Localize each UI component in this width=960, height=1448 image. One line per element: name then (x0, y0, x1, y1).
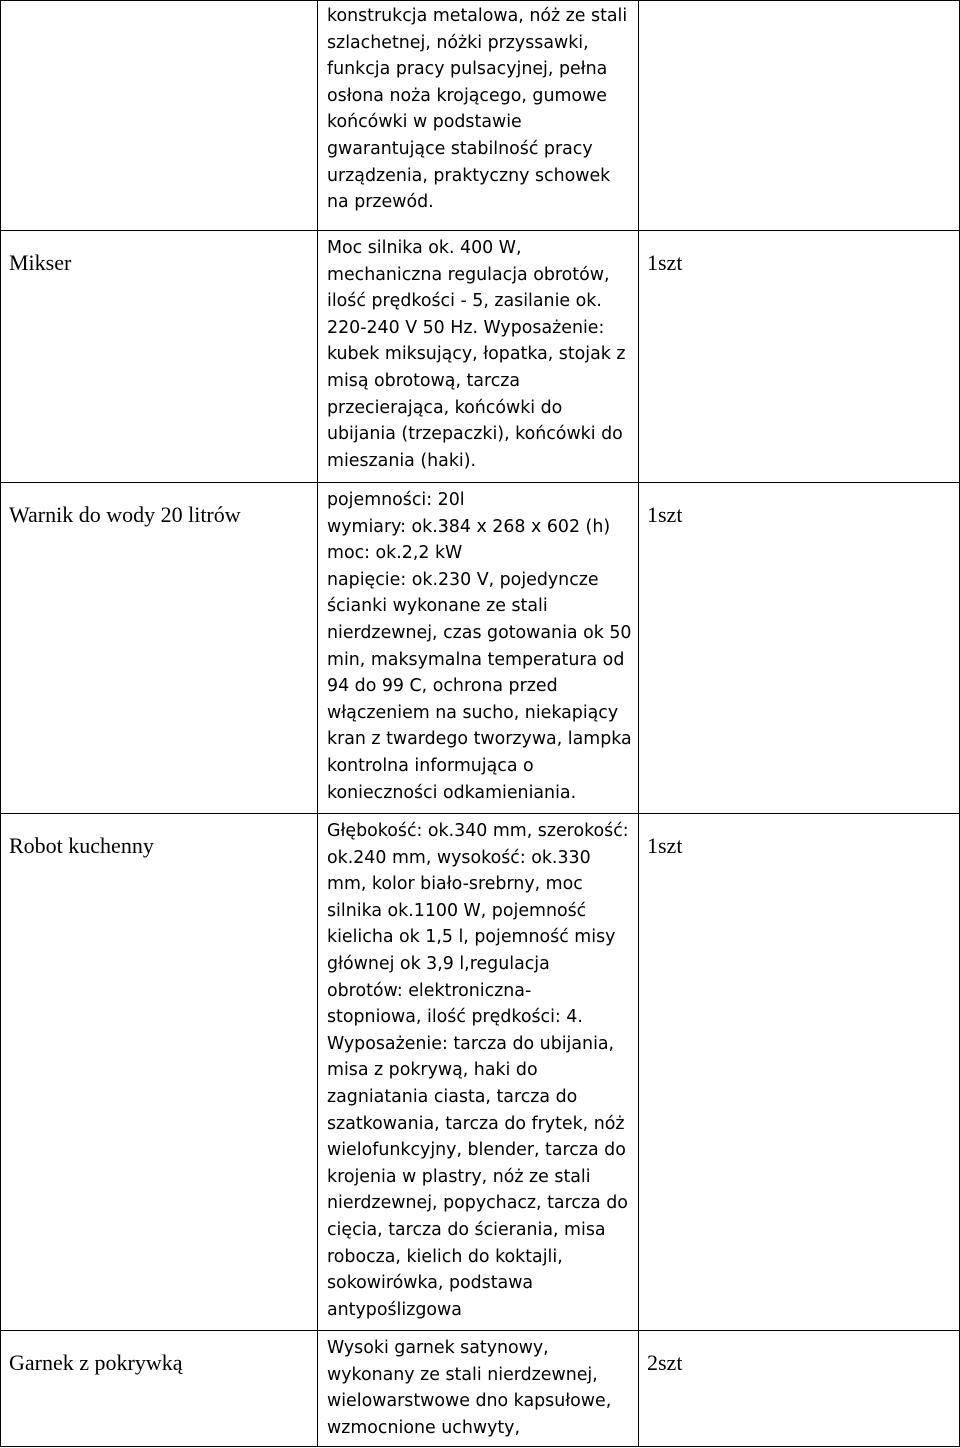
item-name: Garnek z pokrywką (9, 1350, 183, 1375)
item-quantity-cell (639, 814, 960, 1331)
description-line: urządzenia, praktyczny schowek (327, 165, 611, 186)
description-line: Wysoki garnek satynowy, (327, 1338, 549, 1358)
item-quantity-cell (639, 1, 960, 231)
table-row (1, 231, 960, 483)
description-line: głównej ok 3,9 l,regulacja (327, 953, 550, 974)
description-line: Głębokość: ok.340 mm, szerokość: (327, 821, 629, 841)
description-line: ubijania (trzepaczki), końcówki do (327, 424, 623, 445)
description-line: antypoślizgowa (327, 1299, 462, 1320)
description-line: mm, kolor biało-srebrny, moc (327, 874, 583, 895)
table-row (1, 483, 960, 814)
table-body (1, 1, 960, 1447)
description-line: gwarantujące stabilność pracy (327, 138, 593, 159)
item-quantity: 2szt (647, 1350, 683, 1375)
description-line: silnika ok.1100 W, pojemność (327, 900, 587, 921)
item-name-cell (1, 1, 318, 231)
description-line: ok.240 mm, wysokość: ok.330 (327, 847, 591, 868)
item-name: Mikser (9, 250, 72, 275)
table-row (1, 814, 960, 1331)
description-line: min, maksymalna temperatura od (327, 649, 625, 670)
description-line: mieszania (haki). (327, 450, 477, 471)
description-line: funkcja pracy pulsacyjnej, pełna (327, 59, 608, 80)
description-line: szlachetnej, nóżki przyssawki, (327, 32, 589, 53)
table-row (1, 1, 960, 231)
description-line: moc: ok.2,2 kW (327, 543, 463, 564)
description-line: robocza, kielich do koktajli, (327, 1246, 563, 1267)
description-line: kielicha ok 1,5 l, pojemność misy (327, 927, 616, 948)
item-quantity-cell (639, 231, 960, 483)
item-description-cell (318, 1, 639, 231)
description-line: pojemności: 20l (327, 490, 465, 510)
item-quantity: 1szt (647, 833, 683, 858)
description-line: sokowirówka, podstawa (327, 1273, 534, 1294)
description-line: końcówki w podstawie (327, 112, 522, 133)
description-line: osłona noża krojącego, gumowe (327, 85, 607, 106)
description-line: mechaniczna regulacja obrotów, (327, 264, 610, 285)
item-name-cell (1, 1331, 318, 1447)
description-line: konstrukcja metalowa, nóż ze stali (327, 6, 628, 26)
item-description-cell (318, 231, 639, 483)
item-description (318, 231, 638, 474)
description-line: wymiary: ok.384 x 268 x 602 (h) (327, 516, 611, 537)
item-quantity: 1szt (647, 502, 683, 527)
item-name: Warnik do wody 20 litrów (9, 502, 241, 527)
description-line: stopniowa, ilość prędkości: 4. (327, 1007, 583, 1028)
description-line: wielowarstwowe dno kapsułowe, (327, 1391, 612, 1412)
description-line: ścianki wykonane ze stali (327, 596, 548, 617)
item-quantity-cell (639, 483, 960, 814)
item-description-cell (318, 483, 639, 814)
description-line: na przewód. (327, 192, 434, 213)
description-line: kontrolna informująca o (327, 755, 534, 776)
item-name-cell (1, 483, 318, 814)
description-line: napięcie: ok.230 V, pojedyncze (327, 569, 599, 590)
item-description-cell (318, 1331, 639, 1447)
description-line: 94 do 99 C, ochrona przed (327, 676, 558, 697)
item-name: Robot kuchenny (9, 833, 154, 858)
description-line: wielofunkcyjny, blender, tarcza do (327, 1140, 626, 1161)
item-description-cell (318, 814, 639, 1331)
item-description (318, 1331, 638, 1441)
item-description (318, 483, 638, 806)
description-line: Wyposażenie: tarcza do ubijania, (327, 1033, 615, 1054)
item-quantity-cell (639, 1331, 960, 1447)
item-description (318, 1, 638, 216)
description-line: konieczności odkamieniania. (327, 782, 577, 803)
description-line: cięcia, tarcza do ścierania, misa (327, 1219, 606, 1240)
description-line: wykonany ze stali nierdzewnej, (327, 1364, 598, 1385)
description-line: zagniatania ciasta, tarcza do (327, 1086, 578, 1107)
description-line: wzmocnione uchwyty, (327, 1417, 520, 1438)
item-name-cell (1, 231, 318, 483)
description-line: ilość prędkości - 5, zasilanie ok. (327, 291, 602, 312)
item-description (318, 814, 638, 1323)
description-line: przecierająca, końcówki do (327, 397, 563, 418)
item-quantity: 1szt (647, 250, 683, 275)
description-line: krojenia w plastry, nóż ze stali (327, 1166, 591, 1187)
description-line: 220-240 V 50 Hz. Wyposażenie: (327, 317, 605, 338)
description-line: szatkowania, tarcza do frytek, nóż (327, 1113, 625, 1134)
description-line: obrotów: elektroniczna- (327, 980, 532, 1001)
description-line: Moc silnika ok. 400 W, (327, 238, 522, 258)
description-line: kubek miksujący, łopatka, stojak z (327, 344, 626, 365)
item-name-cell (1, 814, 318, 1331)
description-line: nierdzewnej, popychacz, tarcza do (327, 1193, 628, 1214)
table-row (1, 1331, 960, 1447)
description-line: nierdzewnej, czas gotowania ok 50 (327, 622, 632, 643)
description-line: kran z twardego tworzywa, lampka (327, 729, 632, 750)
description-line: misą obrotową, tarcza (327, 370, 521, 391)
description-line: misa z pokrywą, haki do (327, 1060, 538, 1081)
description-line: włączeniem na sucho, niekapiący (327, 702, 619, 723)
